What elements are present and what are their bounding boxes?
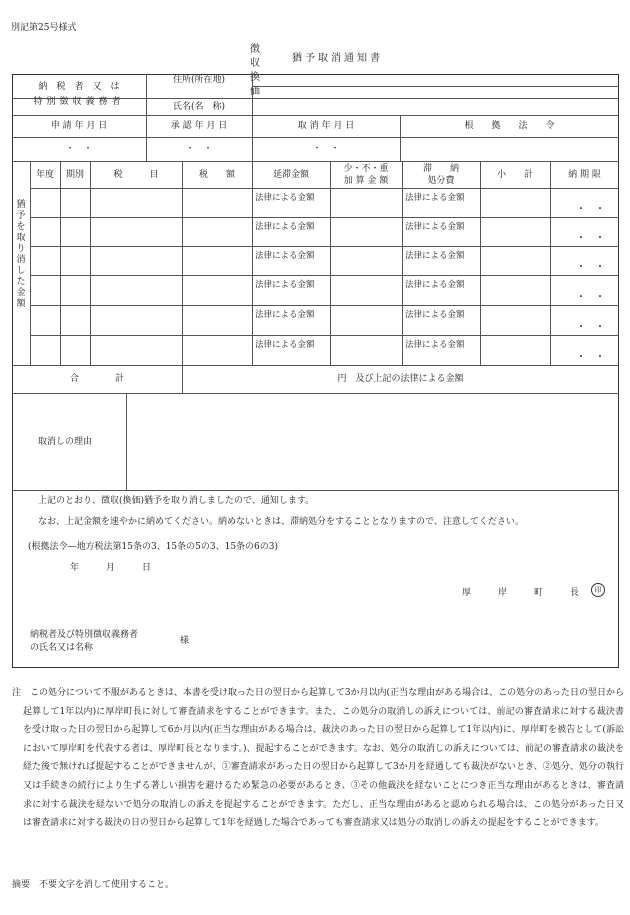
row1-disposal-law: 法律による金額	[405, 193, 465, 203]
row4-deadline[interactable]: ・・	[576, 292, 614, 303]
row3-disposal-law: 法律による金額	[405, 251, 465, 261]
row6-delay-law: 法律による金額	[255, 340, 315, 350]
summary-footnote: 摘要 不要文字を消して使用すること。	[12, 880, 175, 890]
reason-label: 取消しの理由	[38, 436, 93, 447]
title-main: 猶予取消通知書	[292, 53, 383, 64]
row6-deadline[interactable]: ・・	[576, 352, 614, 363]
col-delay-amount: 延滞金額	[272, 169, 309, 180]
taxpayer-label-line2: 特別徴収義務者	[33, 97, 125, 107]
appeal-note	[12, 684, 624, 833]
title-collection: 徴 収	[250, 44, 264, 69]
legal-basis-note: (根拠法令―地方税法第15条の3、15条の5の3、15条の6の3)	[28, 542, 279, 552]
row3-delay-law: 法律による金額	[255, 251, 315, 261]
total-value: 円 及び上記の法律による金額	[337, 374, 464, 384]
row2-disposal-law: 法律による金額	[405, 222, 465, 232]
application-date-value[interactable]: ・ ・	[65, 144, 93, 154]
recipient-label-line1: 納税者及び特別徴収義務者	[30, 630, 139, 640]
col-tax-amount: 税 額	[198, 169, 235, 180]
col-period: 期別	[65, 169, 84, 180]
notice-line2: なお、上記金額を速やかに納めてください。納めないときは、滞納処分をすることとなりますので、注意してください。	[38, 517, 524, 527]
form-number-label: 別記第25号様式	[11, 23, 77, 33]
issuer-name: 厚 岸 町 長	[462, 588, 583, 598]
row4-disposal-law: 法律による金額	[405, 280, 465, 290]
issue-date[interactable]: 年 月 日	[70, 563, 152, 573]
honorific: 様	[180, 636, 190, 646]
col-tax-item: 税 目	[113, 169, 159, 180]
approval-date-label: 承 認 年 月 日	[170, 121, 228, 131]
reason-value[interactable]	[127, 394, 618, 489]
approval-date-value[interactable]: ・ ・	[185, 144, 213, 154]
row3-deadline[interactable]: ・・	[576, 262, 614, 273]
appeal-note-text: 注 この処分について不服があるときは、本書を受け取った日の翌日から起算して3か月以内(正当な理由がある場合は、この処分のあった日の翌日から起算して1年以内)に厚岸町長に対して審査請求をすることができます。また、この処分の取消しの訴えについては、前記の審査請求に対する裁決書を受け取った日の翌日から起算して6か月以内(正当な理由がある場合は、裁決のあった日の翌日から起算して1年以内)に、厚岸町を被告として(訴訟において厚岸町を代表する者は、厚岸町長となります。)、提起することができます。なお、処分の取消しの訴えについては、前記の審査請求の裁決を経た後で無ければ提起することができませんが、①審査請求があった日の翌日から起算して3か月を経過しても裁決がないとき、②処分、処分の執行又は手続きの続行により生ずる著しい損害を避けるため緊急の必要があるとき、③その他裁決を経ないことにつき正当な理由があるときは、審査請求に対する裁決を経ないで処分の取消しの訴えを提起することができます。ただし、正当な理由があると認められる場合は、この処分があった日又は審査請求に対する裁決の日の翌日から起算して1年を経過した場合であっても審査請求又は処分の取消しの訴えの提起をすることができます。	[12, 688, 624, 829]
row1-deadline[interactable]: ・・	[576, 204, 614, 215]
cancelled-amount-side-label: 猶予を取り消した金額	[16, 200, 26, 309]
name-label: 氏名(名 称)	[172, 101, 226, 112]
row2-delay-law: 法律による金額	[255, 222, 315, 232]
row5-disposal-law: 法律による金額	[405, 310, 465, 320]
legal-basis-label: 根 拠 法 令	[464, 121, 555, 131]
row5-delay-law: 法律による金額	[255, 310, 315, 320]
cancellation-date-label: 取 消 年 月 日	[297, 121, 355, 131]
row2-deadline[interactable]: ・・	[576, 233, 614, 244]
col-additional-tax: 少・不・重 加 算 金 額	[343, 163, 389, 186]
legal-basis-value[interactable]	[401, 138, 618, 160]
notice-line1: 上記のとおり、徴収(換価)猶予を取り消しましたので、通知します。	[38, 496, 315, 506]
official-seal: 印	[591, 583, 605, 597]
row6-disposal-law: 法律による金額	[405, 340, 465, 350]
col-year: 年度	[35, 169, 54, 180]
col-deadline: 納 期 限	[568, 169, 601, 180]
total-label: 合 計	[69, 374, 124, 384]
address-label: 住所(所在地)	[172, 75, 226, 85]
col-subtotal: 小 計	[496, 169, 533, 180]
application-date-label: 申 請 年 月 日	[50, 121, 108, 131]
cancellation-date-value[interactable]: ・ ・	[312, 144, 340, 154]
title-conversion: 換 価	[250, 72, 264, 97]
name-value[interactable]	[253, 99, 618, 114]
row1-delay-law: 法律による金額	[255, 193, 315, 203]
row5-deadline[interactable]: ・・	[576, 322, 614, 333]
col-disposal-cost: 滞 納 処分費	[422, 163, 459, 186]
document-title	[250, 43, 410, 97]
taxpayer-label-line1: 納 税 者 又 は	[38, 82, 120, 92]
row4-delay-law: 法律による金額	[255, 280, 315, 290]
address-value[interactable]	[253, 75, 618, 86]
recipient-label-line2: の氏名又は名称	[30, 643, 94, 653]
